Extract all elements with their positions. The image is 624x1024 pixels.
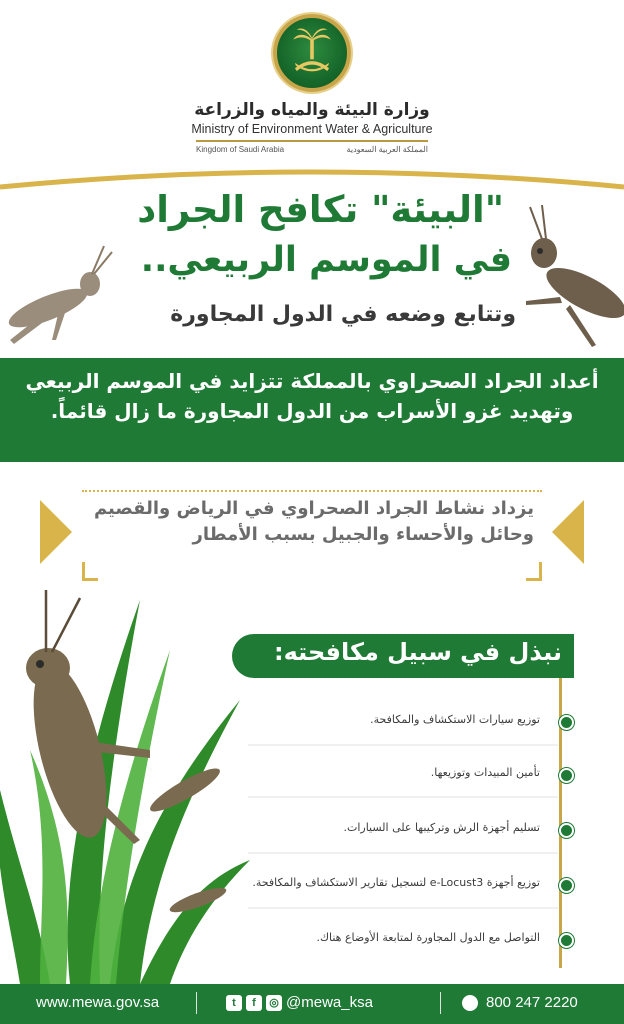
footer-divider	[440, 992, 441, 1014]
social-links[interactable]	[226, 994, 373, 1011]
grass-illustration	[0, 590, 250, 984]
header-divider	[196, 140, 428, 142]
twitter-icon[interactable]: t	[226, 995, 242, 1011]
locust-illustration-right	[500, 205, 624, 355]
info-box	[80, 490, 544, 580]
action-separator	[248, 796, 558, 798]
kingdom-label	[196, 145, 428, 154]
website-link[interactable]: www.mewa.gov.sa	[36, 994, 160, 1011]
title-section	[0, 185, 624, 355]
action-item	[235, 815, 560, 845]
bullet-dot-icon	[559, 878, 574, 893]
phone-icon	[462, 995, 478, 1011]
kingdom-arabic: المملكة العربية السعودية	[346, 145, 428, 154]
phone-number[interactable]: 800 247 2220	[486, 994, 578, 1011]
title-line-1: "البيئة" تكافح الجراد	[137, 188, 504, 231]
facebook-icon[interactable]: f	[246, 995, 262, 1011]
locust-illustration-left	[0, 240, 120, 360]
action-item	[235, 707, 560, 737]
ministry-name-english: Ministry of Environment Water & Agriculture	[191, 122, 433, 136]
title-line-2: في الموسم الربيعي..	[140, 240, 512, 280]
action-item-label: توزيع سيارات الاستكشاف والمكافحة.	[370, 713, 540, 726]
bullet-dot-icon	[559, 933, 574, 948]
action-item-label: تأمين المبيدات وتوزيعها.	[430, 766, 540, 779]
band-text: أعداد الجراد الصحراوي بالمملكة تتزايد في الموسم الربيعي وتهديد غزو الأسراب من الدول المجاورة ما زال قائماً.	[25, 369, 599, 423]
action-item-label: التواصل مع الدول المجاورة لمتابعة الأوضاع هناك.	[316, 931, 540, 944]
social-handle[interactable]: @mewa_ksa	[286, 994, 373, 1011]
bullet-dot-icon	[559, 768, 574, 783]
right-arrow-icon	[552, 500, 584, 564]
action-item	[235, 760, 560, 790]
title-line-3: وتتابع وضعه في الدول المجاورة	[170, 302, 516, 327]
action-separator	[248, 744, 558, 746]
footer	[0, 984, 624, 1024]
footer-divider	[196, 992, 197, 1014]
action-item	[235, 925, 560, 955]
header	[0, 0, 624, 170]
kingdom-english: Kingdom of Saudi Arabia	[196, 145, 285, 154]
action-item-label: توزيع أجهزة e-Locust3 لتسجيل تقارير الاستكشاف والمكافحة.	[252, 876, 540, 889]
info-text: يزداد نشاط الجراد الصحراوي في الرياض والقصيم وحائل والأحساء والجبيل بسبب الأمطار	[93, 498, 534, 545]
action-separator	[248, 852, 558, 854]
palm-swords-logo	[273, 14, 351, 92]
highlight-band	[0, 358, 624, 462]
bullet-dot-icon	[559, 715, 574, 730]
action-item-label: تسليم أجهزة الرش وتركيبها على السيارات.	[343, 821, 540, 834]
left-arrow-icon	[40, 500, 72, 564]
actions-heading-text: نبذل في سبيل مكافحته:	[274, 638, 562, 666]
action-item	[235, 870, 560, 900]
phone-contact[interactable]	[462, 994, 578, 1011]
ministry-name-arabic: وزارة البيئة والمياه والزراعة	[194, 100, 430, 120]
actions-heading	[232, 634, 574, 678]
action-separator	[248, 907, 558, 909]
instagram-icon[interactable]: ◎	[266, 995, 282, 1011]
bullet-dot-icon	[559, 823, 574, 838]
